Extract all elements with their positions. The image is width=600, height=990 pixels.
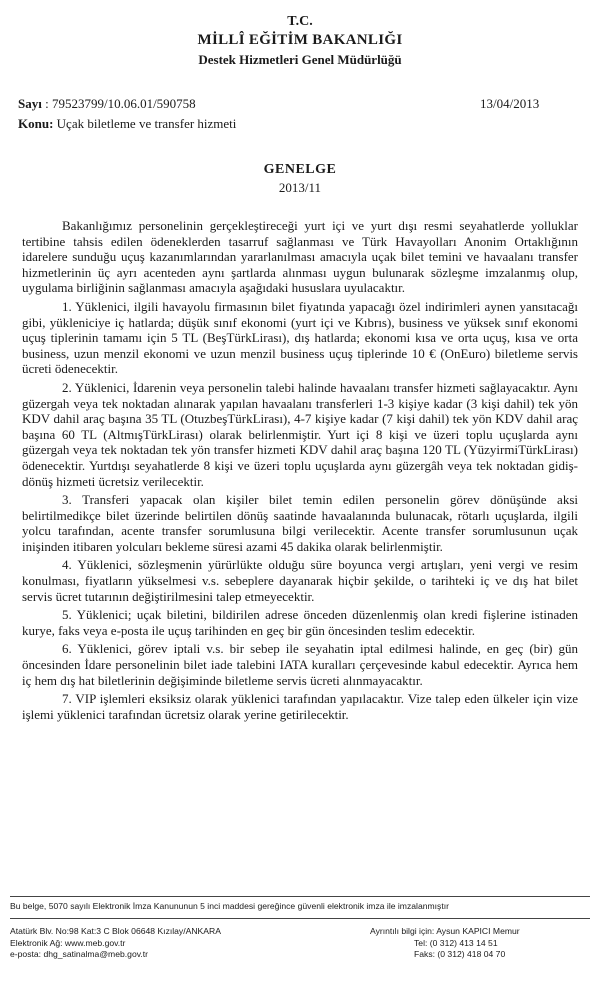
header-tc: T.C. [287,14,313,29]
footer-divider-bottom [10,918,590,919]
subject [18,116,236,132]
reference-number [18,96,196,112]
konu-label: Konu: [18,116,54,131]
item-paragraph-2: 2. Yüklenici, İdarenin veya personelin talebi halinde havaalanı transfer hizmeti sağlayacaktır. Aynı güzergah veya tek noktadan alınarak yapılan havaalanı transferleri 1-3 kişiye kadar (3 kişi dahil) tek yön KDV dahil araç başına 35 TL (OtuzbeşTürkLirası), 4-7 kişiye kadar (7 kişi dahil) tek yön KDV dahil araç başına 60 TL (AltmışTürkLirası) olarak belirlenmiştir. Yurt içi 8 kişi ve üzeri toplu uçuşlarda aynı güzergah veya tek noktadan tek yön transfer hizmeti KDV dahil araç başına 120 TL (YüzyirmiTürkLirası) ödenecektir. Yurtdışı seyahatlerde 8 kişi ve üzeri toplu uçuşlarda aynı güzergâh veya tek noktadan gidiş-dönüş hizmeti ücretsiz verilecektir. [22,379,578,489]
konu-value: Uçak biletleme ve transfer hizmeti [56,116,237,131]
footer-divider-top [10,896,590,897]
footer-contact-block [370,926,520,961]
footer-contact: Ayrıntılı bilgi için: Aysun KAPICI Memur [370,926,520,936]
footer-web: Elektronik Ağ: www.meb.gov.tr [10,937,126,948]
sayi-label: Sayı [18,96,42,111]
footer-fax: Faks: (0 312) 418 04 70 [414,949,506,959]
item-paragraph-6: 6. Yüklenici, görev iptali v.s. bir sebep ile seyahatin iptal edilmesi halinde, en geç (bir) gün öncesinden İdare personelinin bilet iade talebini IATA kuralları çerçevesinde kabul edecektir. Ayrıca hem iç hem dış hat biletlerinin değişiminde biletleme servis ücreti alınmayacaktır. [22,641,578,688]
document-date: 13/04/2013 [480,96,540,111]
item-paragraph-3: 3. Transferi yapacak olan kişiler bilet temin edilen personelin görev dönüşünde aksi belirtilmedikçe bilet üzerinde belirtilen dönüş saatinde havaalanında bulunacak, rötarlı uçuşlarda, ilgili yolcu tarafından, acente transfer sorumlusuna bilgi verilecektir. Acente transfer sorumlusunun uçak inişinden itibaren yolcuları bekleme süresi azami 45 dakika olarak belirlenmiştir. [22,492,578,554]
document-title: GENELGE [263,162,337,177]
circular-number: 2013/11 [278,180,322,195]
item-paragraph-5: 5. Yüklenici; uçak biletini, bildirilen adrese önceden düzenlenmiş olan kredi fişlerine istinaden kurye, faks veya e-posta ile uçuş tarihinden en geç bir gün öncesinden teslim edecektir. [22,607,578,638]
item-paragraph-1: 1. Yüklenici, ilgili havayolu firmasının bilet fiyatında yapacağı özel indirimleri aynen yansıtacağı gibi, yükleniciye iç hatlarda; düşük sınıf ekonomi (yurt içi ve Kıbrıs), business ve yüksek sınıf ekonomi uçuş tiplerinin tamamı için 5 TL (BeşTürkLirası), dış hatlarda; ekonomi kısa ve orta uçuş, kısa ve orta business, uzun menzil ekonomi ve uzun menzil business uçuş tiplerinde 10 € (OnEuro) biletleme servis ücreti ödenecektir. [22,298,578,377]
item-paragraph-7: 7. VIP işlemleri eksiksiz olarak yüklenici tarafından yapılacaktır. Vize talep eden ülkeler için vize işlemi yüklenici tarafından ücretsiz olarak yerine getirilecektir. [22,691,578,722]
item-paragraph-4: 4. Yüklenici, sözleşmenin yürürlükte olduğu süre boyunca vergi artışları, yeni vergi ve resim konulması, fiyatların yükselmesi v.s. sebeplere dayanarak hiçbir şekilde, o tarihteki iç ve dış hat bilet servis ücret tutarının değiştirilmesini talep etmeyecektir. [22,557,578,604]
footer-tel: Tel: (0 312) 413 14 51 [414,937,498,948]
header-ministry: MİLLÎ EĞİTİM BAKANLIĞI [197,32,403,48]
e-signature-note: Bu belge, 5070 sayılı Elektronik İmza Kanununun 5 inci maddesi gereğince güvenli elektronik imza ile imzalanmıştır [10,901,449,911]
sayi-value: : 79523799/10.06.01/590758 [45,96,196,111]
footer-email: e-posta: dhg_satinalma@meb.gov.tr [10,949,149,959]
document-body [22,218,578,725]
footer-address-block [10,926,221,961]
footer-address: Atatürk Blv. No:98 Kat:3 C Blok 06648 Kızılay/ANKARA [10,926,221,936]
header-department: Destek Hizmetleri Genel Müdürlüğü [198,52,402,67]
intro-paragraph: Bakanlığımız personelinin gerçekleştireceği yurt içi ve yurt dışı resmi seyahatlerde yolluklar tertibine tahsis edilen ödeneklerden tasarruf sağlanması ve Türk Havayolları Anonim Ortaklığının idarelere sunduğu uçuş kazanımlarından yararlanılması amacıyla uçak bilet temini ve havaalanı transfer hizmetlerinin üç ayrı acenteden aynı şartlarda alınması uygun bulunarak sözleşme imzalanmış olup, uygulama birliğinin sağlanması amacıyla aşağıdaki hususlara uyulacaktır. [22,218,578,296]
